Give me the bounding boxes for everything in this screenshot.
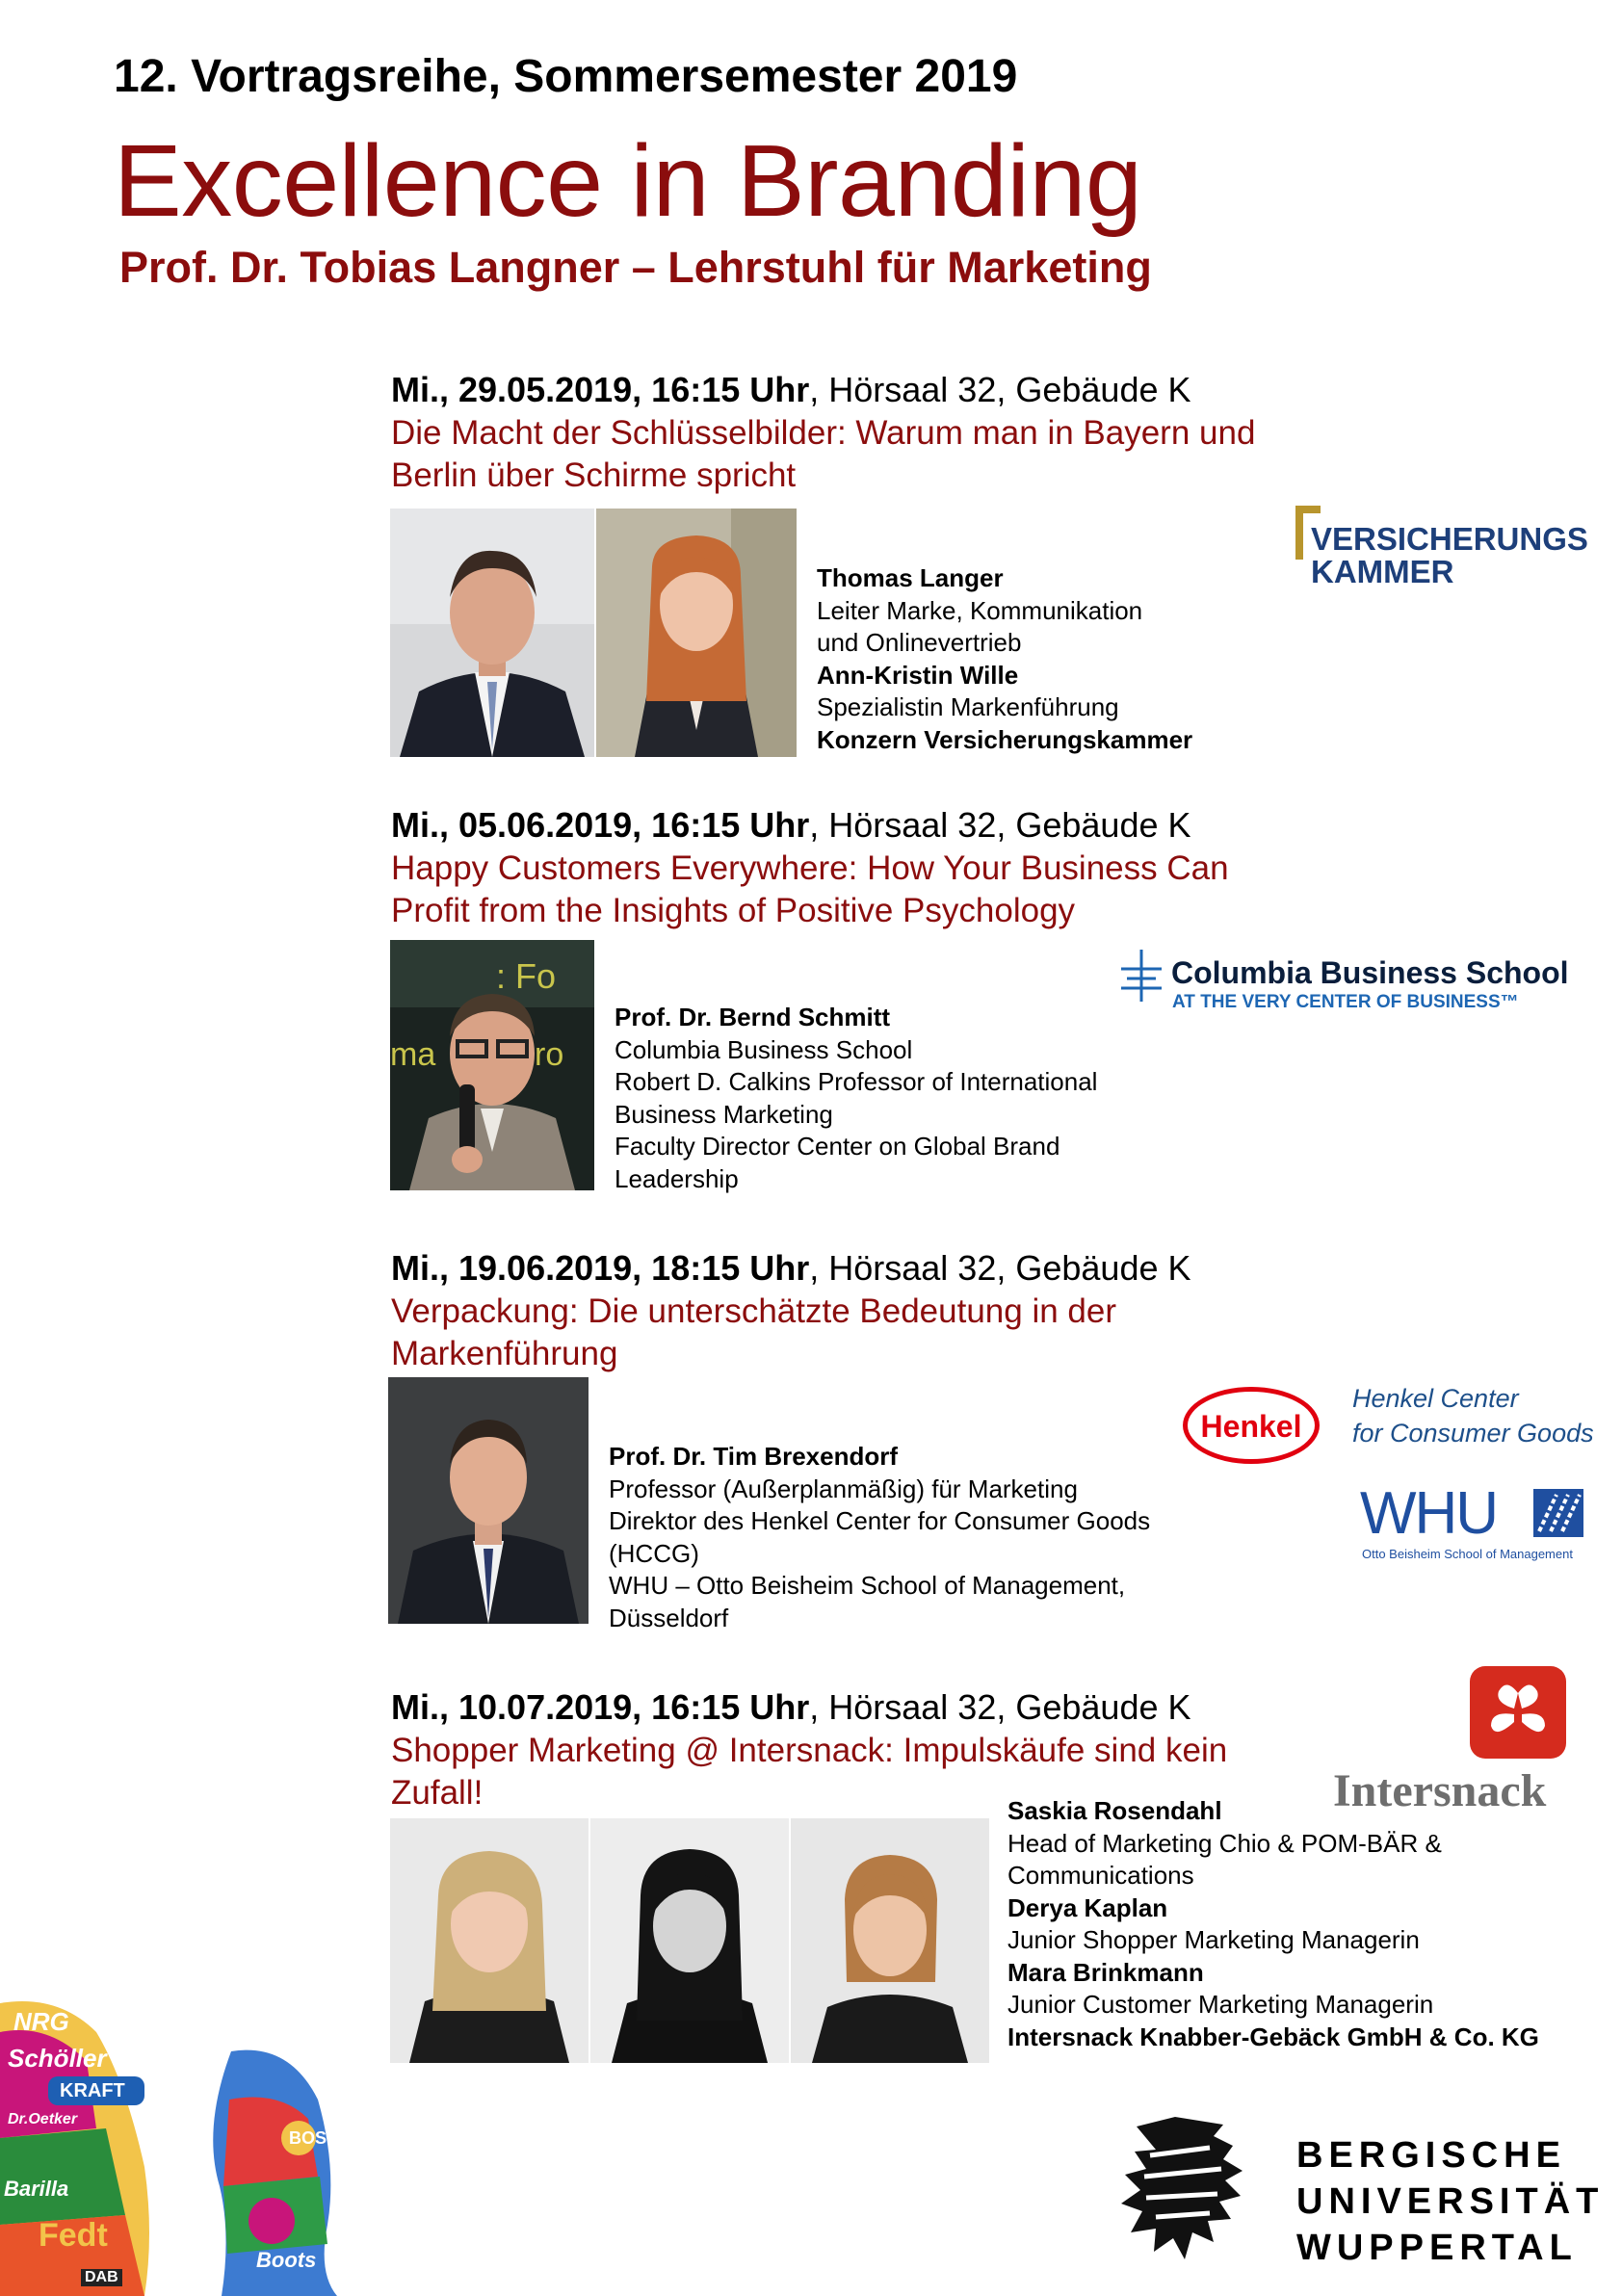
logo-text: Columbia Business School [1171,955,1569,990]
logo-text: Henkel Center [1352,1384,1519,1413]
speaker-photo-ann-kristin-wille [596,509,797,757]
collage-brand-label: Schöller [8,2044,107,2073]
collage-brand-label: BOS [289,2128,327,2148]
collage-brand-label: Dr.Oetker [8,2111,78,2127]
event-1-title-line1: Die Macht der Schlüsselbilder: Warum man in Bayern und [391,414,1256,452]
whu-logo [1360,1479,1591,1566]
speaker-role: Leadership [615,1163,739,1193]
event-4-title-line1: Shopper Marketing @ Intersnack: Impulskäufe sind kein [391,1732,1228,1769]
speaker-name: Derya Kaplan [1007,1892,1168,1922]
event-2-datetime [391,805,1191,846]
event-1-speakers [817,562,1192,756]
svg-text:: Fo: : Fo [496,956,557,996]
speaker-role: Direktor des Henkel Center for Consumer Goods [609,1506,1151,1535]
speaker-role: (HCCG) [609,1538,699,1568]
event-2-date: Mi., 05.06.2019, 16:15 Uhr [391,805,810,845]
event-2-speakers [615,1002,1097,1195]
series-heading: 12. Vortragsreihe, Sommersemester 2019 [114,51,1018,102]
event-3-speakers [609,1441,1150,1634]
event-4-title-line2: Zufall! [391,1774,484,1812]
henkel-logo [1183,1387,1320,1464]
speaker-photo-tim-brexendorf [388,1377,589,1624]
intersnack-flower-icon [1470,1666,1566,1759]
logo-tagline: Otto Beisheim School of Management [1362,1547,1573,1561]
speaker-role: Professor (Außerplanmäßig) für Marketing [609,1474,1078,1503]
event-4-speakers [1007,1795,1539,2053]
event-1-title-line2: Berlin über Schirme spricht [391,457,797,494]
university-name [1296,2132,1604,2271]
logo-text: WHU [1360,1480,1498,1547]
event-2-title [391,848,1229,932]
logo-text: KAMMER [1311,554,1454,589]
whu-emblem-icon [1533,1489,1583,1537]
speaker-company: Intersnack Knabber-Gebäck GmbH & Co. KG [1007,2022,1539,2051]
collage-brand-label: KRAFT [60,2080,125,2101]
logo-text: Intersnack [1333,1765,1547,1816]
speaker-role: Faculty Director Center on Global Brand [615,1132,1060,1161]
speaker-company: Konzern Versicherungskammer [817,724,1193,754]
svg-text:ma: ma [390,1036,436,1073]
speaker-role: Düsseldorf [609,1603,729,1632]
speaker-role: Head of Marketing Chio & POM-BÄR & [1007,1828,1442,1858]
columbia-business-school-logo [1117,948,1604,1015]
speaker-role: Junior Customer Marketing Managerin [1007,1990,1434,2019]
columbia-crown-icon [1117,950,1165,1002]
event-3-location: , Hörsaal 32, Gebäude K [809,1248,1191,1288]
collage-brand-label: DAB [81,2269,122,2286]
event-1-date: Mi., 29.05.2019, 16:15 Uhr [391,370,810,409]
event-2-location: , Hörsaal 32, Gebäude K [809,805,1191,845]
speaker-role: Robert D. Calkins Professor of International [615,1067,1098,1096]
speaker-role: Spezialistin Markenführung [817,692,1119,721]
logo-text: for Consumer Goods [1352,1419,1594,1448]
event-3-date: Mi., 19.06.2019, 18:15 Uhr [391,1248,810,1288]
university-emblem [1117,2117,1252,2261]
page-title: Excellence in Branding [114,124,1142,238]
speaker-photo-bernd-schmitt [390,940,594,1190]
speaker-name: Prof. Dr. Tim Brexendorf [609,1442,899,1471]
speaker-role: und Onlinevertrieb [817,628,1022,657]
collage-brand-label: NRG [13,2007,69,2036]
brand-collage [0,1994,366,2296]
collage-brand-label: Boots [256,2248,317,2272]
henkel-center-logo [1352,1381,1594,1450]
event-2-title-line1: Happy Customers Everywhere: How Your Business Can [391,849,1229,887]
speaker-photo-saskia-rosendahl [390,1818,589,2063]
speaker-role: Columbia Business School [615,1034,913,1064]
event-4-date: Mi., 10.07.2019, 16:15 Uhr [391,1687,810,1727]
collage-brand-label: Barilla [4,2177,69,2201]
logo-tagline: AT THE VERY CENTER OF BUSINESS™ [1172,992,1519,1012]
speaker-name: Prof. Dr. Bernd Schmitt [615,1003,891,1031]
event-3-datetime [391,1248,1191,1289]
speaker-name: Ann-Kristin Wille [817,660,1019,690]
event-1-datetime [391,370,1191,410]
event-4-location: , Hörsaal 32, Gebäude K [809,1687,1191,1727]
event-3-title-line1: Verpackung: Die unterschätzte Bedeutung in der [391,1292,1116,1330]
speaker-role: Communications [1007,1861,1194,1890]
speaker-role: Leiter Marke, Kommunikation [817,595,1143,625]
university-name-line: WUPPERTAL [1296,2228,1578,2268]
university-name-line: BERGISCHE [1296,2135,1566,2176]
event-1-title [391,412,1255,497]
speaker-name: Thomas Langer [817,563,1004,592]
speaker-photo-mara-brinkmann [791,1818,989,2063]
event-3-title-line2: Markenführung [391,1335,618,1372]
versicherungskammer-logo [1295,506,1594,589]
speaker-name: Saskia Rosendahl [1007,1796,1222,1825]
speaker-role: Junior Shopper Marketing Managerin [1007,1925,1420,1954]
logo-text: VERSICHERUNGS [1311,521,1588,557]
page-subtitle: Prof. Dr. Tobias Langner – Lehrstuhl für Marketing [119,243,1152,292]
intersnack-logo [1329,1666,1599,1820]
speaker-role: WHU – Otto Beisheim School of Management, [609,1571,1126,1600]
speaker-photo-derya-kaplan [590,1818,789,2063]
lion-emblem-icon [1117,2117,1252,2261]
event-4-datetime [391,1687,1191,1728]
logo-text: Henkel [1200,1409,1302,1444]
event-3-title [391,1291,1116,1375]
speaker-role: Business Marketing [615,1099,833,1129]
university-name-line: UNIVERSITÄT [1296,2181,1605,2222]
event-2-title-line2: Profit from the Insights of Positive Psychology [391,892,1076,929]
event-1-location: , Hörsaal 32, Gebäude K [809,370,1191,409]
speaker-name: Mara Brinkmann [1007,1957,1204,1987]
svg-text:ro: ro [535,1036,564,1073]
collage-brand-label: Fedt [39,2217,108,2254]
speaker-photo-thomas-langer [390,509,594,757]
